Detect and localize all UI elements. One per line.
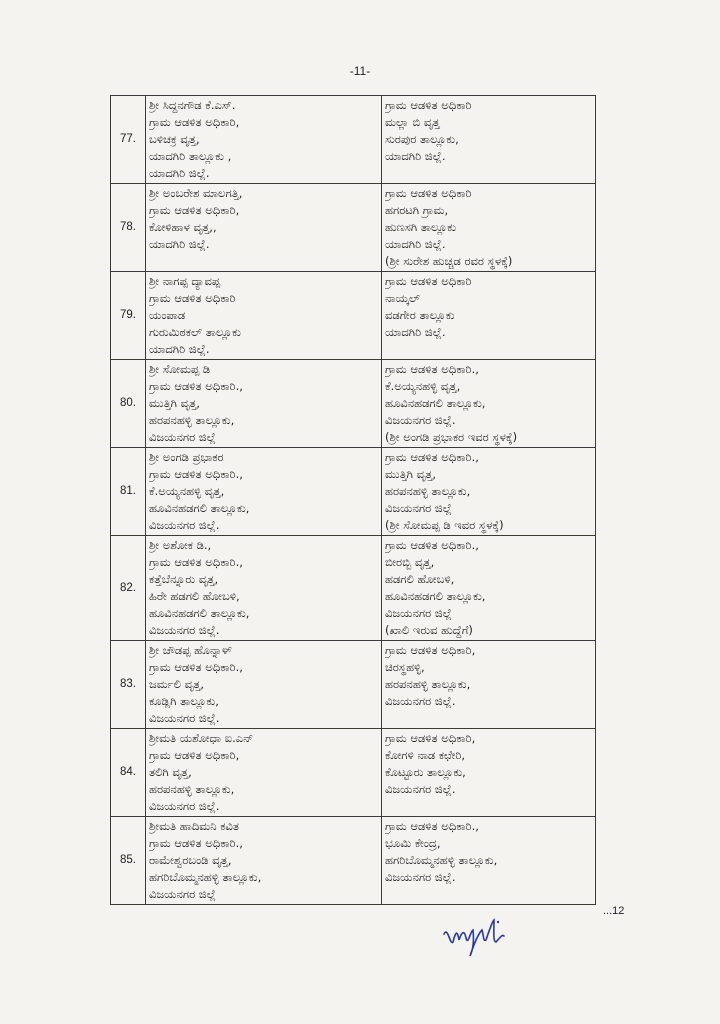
current-posting-line: ಯಾದಗಿರಿ ತಾಲ್ಲೂಕು ,: [149, 149, 232, 163]
new-posting-cell: [382, 96, 596, 184]
table-row: [111, 272, 596, 360]
current-posting-line: ಹೂವಿನಹಡಗಲಿ ತಾಲ್ಲೂಕು,: [149, 501, 250, 515]
new-posting-line: ಯಾದಗಿರಿ ಜಿಲ್ಲೆ.: [385, 149, 446, 163]
current-posting-line: ಜರ್ಮಲಿ ವೃತ್ತ,: [149, 677, 205, 691]
new-posting-cell: [382, 360, 596, 448]
new-posting-line: ಸುರಪುರ ತಾಲ್ಲೂಕು,: [385, 132, 459, 146]
current-posting-line: ಗ್ರಾಮ ಆಡಳಿತ ಅಧಿಕಾರಿ,: [149, 115, 240, 129]
new-posting-cell: [382, 817, 596, 905]
table-row: [111, 817, 596, 905]
current-posting-cell: [146, 641, 382, 729]
new-posting-line: ಯಾದಗಿರಿ ಜಿಲ್ಲೆ.: [385, 237, 446, 251]
current-posting-line: ಶ್ರೀ ಅಂಗಡಿ ಪ್ರಭಾಕರ: [149, 450, 224, 464]
table-row: [111, 96, 596, 184]
new-posting-line: ಹುಣಸಗಿ ತಾಲ್ಲೂಕು: [385, 220, 456, 234]
current-posting-line: ಶ್ರೀ ನಾಗಪ್ಪ ದ್ಯಾವಪ್ಪ: [149, 274, 221, 288]
current-posting-line: ವಿಜಯನಗರ ಜಿಲ್ಲೆ.: [149, 711, 220, 725]
table-row: [111, 360, 596, 448]
serial-number-cell: 81.: [111, 448, 146, 536]
new-posting-line: ವಿಜಯನಗರ ಜಿಲ್ಲೆ.: [385, 694, 456, 708]
current-posting-line: ಶ್ರೀ ಸೋಮಪ್ಪ ಡಿ: [149, 362, 211, 376]
current-posting-line: ಶ್ರೀಮತಿ ಹಾದಿಮನಿ ಕವಿತ: [149, 819, 239, 833]
new-posting-line: ಮಲ್ಲಾ ಬಿ ವೃತ್ತ: [385, 115, 440, 129]
table-row: [111, 448, 596, 536]
new-posting-line: ಗ್ರಾಮ ಆಡಳಿತ ಅಧಿಕಾರಿ,: [385, 643, 476, 657]
current-posting-line: ಯಾದಗಿರಿ ಜಿಲ್ಲೆ.: [149, 342, 210, 356]
current-posting-line: ಗ್ರಾಮ ಆಡಳಿತ ಅಧಿಕಾರಿ,: [149, 203, 240, 217]
new-posting-line: ಯಾದಗಿರಿ ಜಿಲ್ಲೆ.: [385, 325, 446, 339]
signature: [440, 912, 520, 962]
new-posting-line: ಗ್ರಾಮ ಆಡಳಿತ ಅಧಿಕಾರಿ.,: [385, 362, 479, 376]
new-posting-line: ಗ್ರಾಮ ಆಡಳಿತ ಅಧಿಕಾರಿ: [385, 186, 472, 200]
current-posting-line: ಶ್ರೀ ಸಿದ್ದನಗೌಡ ಕೆ.ಎಸ್.: [149, 98, 236, 112]
current-posting-line: ಹಿರೇ ಹಡಗಲಿ ಹೋಬಳಿ,: [149, 589, 240, 603]
current-posting-cell: [146, 360, 382, 448]
new-posting-line: ಚಿರಸ್ಥಹಳ್ಳಿ,: [385, 660, 425, 674]
current-posting-line: ಹರಪನಹಳ್ಳಿ ತಾಲ್ಲೂಕು,: [149, 413, 235, 427]
current-posting-line: ಶ್ರೀ ಅಶೋಕ ಡಿ.,: [149, 538, 212, 552]
new-posting-line: ಹರಪನಹಳ್ಳಿ ತಾಲ್ಲೂಕು,: [385, 484, 471, 498]
new-posting-line: ಹೂವಿನಹಡಗಲಿ ತಾಲ್ಲೂಕು,: [385, 589, 486, 603]
current-posting-cell: [146, 96, 382, 184]
current-posting-line: ಯಾದಗಿರಿ ಜಿಲ್ಲೆ.: [149, 237, 210, 251]
current-posting-cell: [146, 184, 382, 272]
new-posting-cell: [382, 641, 596, 729]
current-posting-line: ಗ್ರಾಮ ಆಡಳಿತ ಅಧಿಕಾರಿ.,: [149, 379, 243, 393]
current-posting-line: ಗ್ರಾಮ ಆಡಳಿತ ಅಧಿಕಾರಿ.,: [149, 555, 243, 569]
current-posting-cell: [146, 272, 382, 360]
current-posting-line: ತಲಿಗಿ ವೃತ್ತ,: [149, 765, 192, 779]
new-posting-line: ವಿಜಯನಗರ ಜಿಲ್ಲೆ.: [385, 413, 456, 427]
new-posting-line: (ಖಾಲಿ ಇರುವ ಹುದ್ದೆಗೆ): [385, 623, 473, 637]
new-posting-line: ಗ್ರಾಮ ಆಡಳಿತ ಅಧಿಕಾರಿ,: [385, 731, 476, 745]
new-posting-line: ಹಗರಟಗಿ ಗ್ರಾಮ,: [385, 203, 449, 217]
new-posting-line: ವಿಜಯನಗರ ಜಿಲ್ಲೆ.: [385, 870, 456, 884]
current-posting-line: ಶ್ರೀಮತಿ ಯಶೋಧಾ ಐ.ಎನ್: [149, 731, 254, 745]
current-posting-cell: [146, 817, 382, 905]
new-posting-line: (ಶ್ರೀ ಸುರೇಶ ಹುಚ್ಚಡ ರವರ ಸ್ಥಳಕ್ಕೆ): [385, 254, 513, 268]
new-posting-line: ಮುತ್ತಿಗಿ ವೃತ್ತ,: [385, 467, 437, 481]
new-posting-line: ಗ್ರಾಮ ಆಡಳಿತ ಅಧಿಕಾರಿ.,: [385, 450, 479, 464]
new-posting-line: ಬೀರಬ್ಬಿ ವೃತ್ತ,: [385, 555, 435, 569]
table-body: [111, 96, 596, 905]
current-posting-line: ಹಗರಿಬೊಮ್ಮನಹಳ್ಳಿ ತಾಲ್ಲೂಕು,: [149, 870, 262, 884]
table-row: [111, 184, 596, 272]
current-posting-line: ಯಂಪಾಡ: [149, 308, 186, 322]
current-posting-cell: [146, 448, 382, 536]
new-posting-cell: [382, 536, 596, 641]
new-posting-line: ವಿಜಯನಗರ ಜಿಲ್ಲೆ: [385, 501, 452, 515]
new-posting-line: ಗ್ರಾಮ ಆಡಳಿತ ಅಧಿಕಾರಿ.,: [385, 538, 479, 552]
current-posting-line: ಗ್ರಾಮ ಆಡಳಿತ ಅಧಿಕಾರಿ: [149, 291, 236, 305]
new-posting-line: ಗ್ರಾಮ ಆಡಳಿತ ಅಧಿಕಾರಿ.,: [385, 819, 479, 833]
current-posting-line: ಮುತ್ತಿಗಿ ವೃತ್ತ,: [149, 396, 201, 410]
serial-number-cell: 82.: [111, 536, 146, 641]
serial-number-cell: 80.: [111, 360, 146, 448]
continued-page-marker: ...12: [603, 905, 625, 917]
new-posting-line: ಗ್ರಾಮ ಆಡಳಿತ ಅಧಿಕಾರಿ: [385, 274, 472, 288]
current-posting-line: ಗ್ರಾಮ ಆಡಳಿತ ಅಧಿಕಾರಿ,: [149, 748, 240, 762]
new-posting-line: ಕೋಗಳಿ ನಾಡ ಕಛೇರಿ,: [385, 748, 466, 762]
serial-number-cell: 84.: [111, 729, 146, 817]
new-posting-line: ಹಡಗಲಿ ಹೋಬಳಿ,: [385, 572, 455, 586]
new-posting-line: ಹಗರಿಬೊಮ್ಮನಹಳ್ಳಿ ತಾಲ್ಲೂಕು,: [385, 853, 498, 867]
serial-number-cell: 78.: [111, 184, 146, 272]
new-posting-line: ವಿಜಯನಗರ ಜಿಲ್ಲೆ.: [385, 782, 456, 796]
transfer-table: [110, 95, 596, 905]
current-posting-line: ಕೋಳಿಹಾಳ ವೃತ್ತ,,: [149, 220, 217, 234]
current-posting-line: ಯಾದಗಿರಿ ಜಿಲ್ಲೆ.: [149, 166, 210, 180]
table-row: [111, 729, 596, 817]
new-posting-line: ವಿಜಯನಗರ ಜಿಲ್ಲೆ: [385, 606, 452, 620]
current-posting-line: ಕತ್ತೆಬೆನ್ನೂರು ವೃತ್ತ,: [149, 572, 219, 586]
new-posting-line: ವಡಗೇರ ತಾಲ್ಲೂಕು: [385, 308, 455, 322]
current-posting-line: ಶ್ರೀ ಚೌಡಪ್ಪ ಹೊನ್ನಾಳ್: [149, 643, 232, 657]
new-posting-line: ಭೂಮಿ ಕೇಂದ್ರ,: [385, 836, 441, 850]
new-posting-line: ಕೆ.ಅಯ್ಯನಹಳ್ಳಿ ವೃತ್ತ,: [385, 379, 461, 393]
current-posting-line: ವಿಜಯನಗರ ಜಿಲ್ಲೆ.: [149, 518, 220, 532]
current-posting-cell: [146, 536, 382, 641]
serial-number-cell: 79.: [111, 272, 146, 360]
new-posting-cell: [382, 448, 596, 536]
new-posting-line: ಗ್ರಾಮ ಆಡಳಿತ ಅಧಿಕಾರಿ: [385, 98, 472, 112]
current-posting-line: ವಿಜಯನಗರ ಜಿಲ್ಲೆ: [149, 430, 216, 444]
current-posting-cell: [146, 729, 382, 817]
current-posting-line: ಗ್ರಾಮ ಆಡಳಿತ ಅಧಿಕಾರಿ.,: [149, 660, 243, 674]
new-posting-line: (ಶ್ರೀ ಸೋಮಪ್ಪ ಡಿ ಇವರ ಸ್ಥಳಕ್ಕೆ): [385, 518, 504, 532]
new-posting-cell: [382, 272, 596, 360]
new-posting-line: (ಶ್ರೀ ಅಂಗಡಿ ಪ್ರಭಾಕರ ಇವರ ಸ್ಥಳಕ್ಕೆ): [385, 430, 518, 444]
new-posting-line: ಕೊಟ್ಟೂರು ತಾಲ್ಲೂಕು,: [385, 765, 466, 779]
serial-number-cell: 83.: [111, 641, 146, 729]
page-number: -11-: [349, 64, 371, 78]
current-posting-line: ಕೆ.ಅಯ್ಯನಹಳ್ಳಿ ವೃತ್ತ,: [149, 484, 225, 498]
current-posting-line: ಗುರುಮಿಠಕಲ್ ತಾಲ್ಲೂಕು: [149, 325, 241, 339]
current-posting-line: ಗ್ರಾಮ ಆಡಳಿತ ಅಧಿಕಾರಿ.,: [149, 836, 243, 850]
table-row: [111, 641, 596, 729]
current-posting-line: ವಿಜಯನಗರ ಜಿಲ್ಲೆ.: [149, 623, 220, 637]
serial-number-cell: 85.: [111, 817, 146, 905]
current-posting-line: ಶ್ರೀ ಅಂಬರೇಶ ಮಾಲಗತ್ತಿ,: [149, 186, 243, 200]
current-posting-line: ರಾಮೇಶ್ವರಬಂಡಿ ವೃತ್ತ,: [149, 853, 232, 867]
new-posting-cell: [382, 184, 596, 272]
table-row: [111, 536, 596, 641]
serial-number-cell: 77.: [111, 96, 146, 184]
current-posting-line: ಬಳಿಚಕ್ರ ವೃತ್ತ,: [149, 132, 200, 146]
new-posting-line: ಹೂವಿನಹಡಗಲಿ ತಾಲ್ಲೂಕು,: [385, 396, 486, 410]
current-posting-line: ಹೂವಿನಹಡಗಲಿ ತಾಲ್ಲೂಕು,: [149, 606, 250, 620]
new-posting-cell: [382, 729, 596, 817]
current-posting-line: ಕೂಡ್ಲಿಗಿ ತಾಲ್ಲೂಕು,: [149, 694, 219, 708]
current-posting-line: ಗ್ರಾಮ ಆಡಳಿತ ಅಧಿಕಾರಿ.,: [149, 467, 243, 481]
current-posting-line: ಹರಪನಹಳ್ಳಿ ತಾಲ್ಲೂಕು,: [149, 782, 235, 796]
new-posting-line: ಹರಪನಹಳ್ಳಿ ತಾಲ್ಲೂಕು,: [385, 677, 471, 691]
current-posting-line: ವಿಜಯನಗರ ಜಿಲ್ಲೆ.: [149, 799, 220, 813]
new-posting-line: ನಾಯ್ಕಲ್: [385, 291, 421, 305]
current-posting-line: ವಿಜಯನಗರ ಜಿಲ್ಲೆ: [149, 887, 216, 901]
